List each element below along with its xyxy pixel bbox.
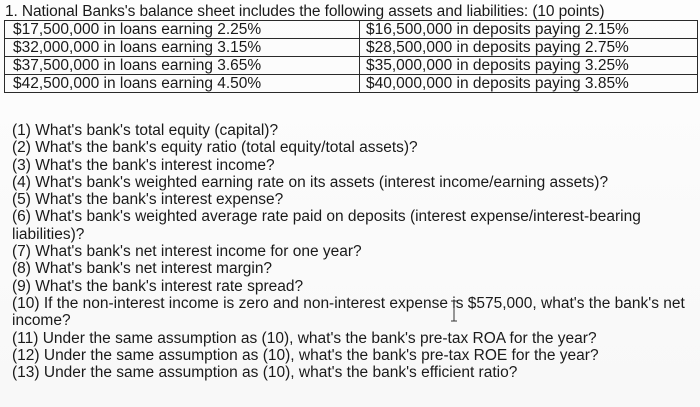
question-11: (11) Under the same assumption as (10), what's the bank's pre-tax ROA for the year?: [12, 329, 597, 347]
question-3: (3) What's the bank's interest income?: [12, 156, 275, 174]
question-10: (10) If the non-interest income is zero and non-interest expense is $575,000, what's the bank's net income?: [12, 294, 685, 330]
asset-cell: $32,000,000 in loans earning 3.15%: [5, 39, 360, 57]
question-1: (1) What's bank's total equity (capital)?: [12, 122, 279, 139]
asset-cell: $37,500,000 in loans earning 3.65%: [5, 57, 360, 75]
asset-cell: $17,500,000 in loans earning 2.25%: [5, 21, 360, 39]
table-row: [5, 57, 698, 75]
question-5: (5) What's the bank's interest expense?: [12, 191, 284, 209]
table-row: [5, 21, 698, 39]
question-8: (8) What's bank's net interest margin?: [12, 260, 273, 278]
problem-title: 1. National Banks's balance sheet includes the following assets and liabilities: (10 points): [5, 3, 605, 20]
question-12: (12) Under the same assumption as (10), what's the bank's pre-tax ROE for the year?: [12, 346, 599, 364]
table-row: [5, 39, 698, 57]
question-13: (13) Under the same assumption as (10), what's the bank's efficient ratio?: [12, 364, 518, 382]
liability-cell: $28,500,000 in deposits paying 2.75%: [360, 39, 698, 57]
liability-cell: $40,000,000 in deposits paying 3.85%: [360, 75, 698, 93]
liability-cell: $16,500,000 in deposits paying 2.15%: [360, 21, 698, 39]
balance-sheet-table: [4, 20, 698, 93]
question-6: (6) What's bank's weighted average rate paid on deposits (interest expense/interest-bearing liabilities)?: [12, 208, 641, 243]
question-4: (4) What's bank's weighted earning rate on its assets (interest income/earning assets)?: [12, 173, 609, 191]
question-list: [12, 122, 696, 381]
question-7: (7) What's bank's net interest income for one year?: [12, 243, 362, 261]
liability-cell: $35,000,000 in deposits paying 3.25%: [360, 57, 698, 75]
asset-cell: $42,500,000 in loans earning 4.50%: [5, 75, 360, 93]
text-cursor-icon: [449, 300, 459, 322]
question-9: (9) What's the bank's interest rate spread?: [12, 277, 304, 295]
question-2: (2) What's the bank's equity ratio (total equity/total assets)?: [12, 139, 418, 157]
table-row: [5, 75, 698, 93]
